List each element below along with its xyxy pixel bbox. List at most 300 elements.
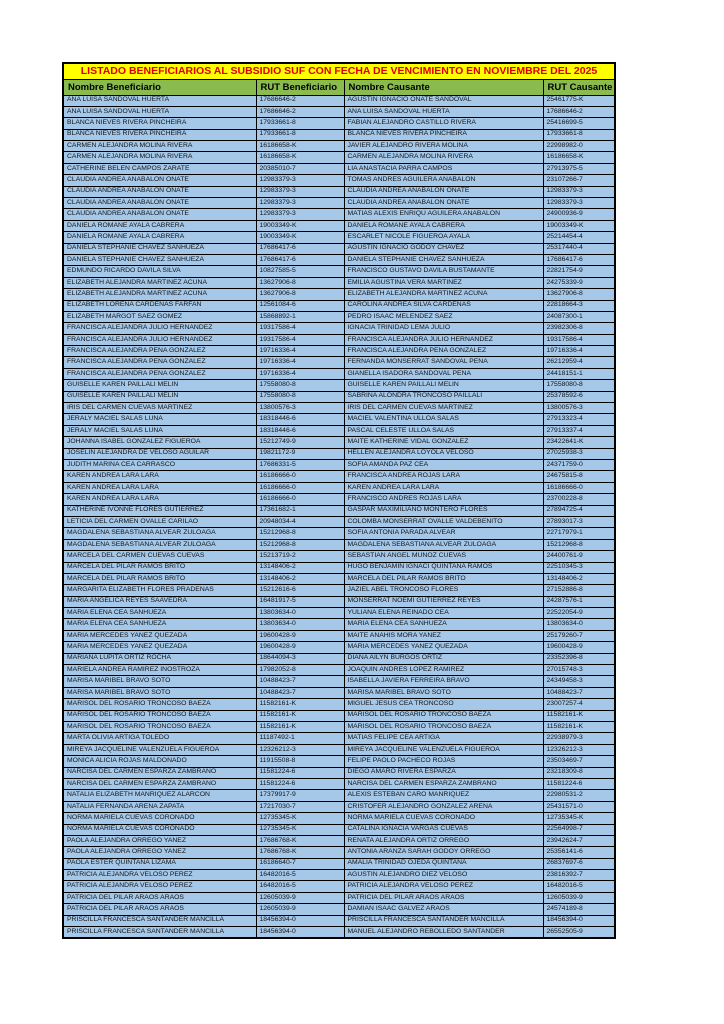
causante-name-cell: GIANELLA ISADORA SANDOVAL PENA bbox=[344, 368, 543, 379]
causante-name-cell: JAZIEL ABEL TRONCOSO FLORES bbox=[344, 585, 543, 596]
beneficiary-name-cell: MARCELA DEL PILAR RAMOS BRITO bbox=[63, 562, 256, 573]
causante-name-cell: DAMIAN ISAAC GALVEZ ARAOS bbox=[344, 904, 543, 915]
table-row bbox=[63, 289, 615, 300]
causante-rut-cell: 12326212-3 bbox=[543, 744, 615, 755]
table-row bbox=[63, 266, 615, 277]
beneficiary-name-cell: FRANCISCA ALEJANDRA PENA GONZALEZ bbox=[63, 357, 256, 368]
beneficiary-rut-cell: 19600428-9 bbox=[256, 642, 344, 653]
causante-rut-cell: 27913975-5 bbox=[543, 163, 615, 174]
table-row bbox=[63, 699, 615, 710]
beneficiary-rut-cell: 20385010-7 bbox=[256, 163, 344, 174]
beneficiary-rut-cell: 16481917-5 bbox=[256, 596, 344, 607]
beneficiary-name-cell: JOHANNA ISABEL GONZALEZ FIGUEROA bbox=[63, 437, 256, 448]
beneficiary-rut-cell: 19003349-K bbox=[256, 220, 344, 231]
causante-name-cell: AGUSTIN ALEJANDRO DIEZ VELOSO bbox=[344, 870, 543, 881]
table-row bbox=[63, 653, 615, 664]
table-row bbox=[63, 892, 615, 903]
table-row bbox=[63, 277, 615, 288]
table-row bbox=[63, 687, 615, 698]
beneficiary-name-cell: JUDITH MARINA CEA CARRASCO bbox=[63, 460, 256, 471]
causante-rut-cell: 11582161-K bbox=[543, 721, 615, 732]
causante-rut-cell: 22717979-1 bbox=[543, 528, 615, 539]
beneficiary-rut-cell: 13800576-3 bbox=[256, 403, 344, 414]
beneficiary-rut-cell: 20948034-4 bbox=[256, 516, 344, 527]
beneficiary-name-cell: MARIA ELENA CEA SANHUEZA bbox=[63, 619, 256, 630]
table-row bbox=[63, 346, 615, 357]
beneficiary-rut-cell: 18456394-0 bbox=[256, 915, 344, 926]
causante-name-cell: GUISELLE KAREN PAILLALI MELIN bbox=[344, 380, 543, 391]
beneficiary-name-cell: MARIA MERCEDES YANEZ QUEZADA bbox=[63, 630, 256, 641]
beneficiary-name-cell: MARIELA ANDREA RAMIREZ INOSTROZA bbox=[63, 665, 256, 676]
causante-name-cell: PATRICIA ALEJANDRA VELOSO PEREZ bbox=[344, 881, 543, 892]
beneficiary-name-cell: ELIZABETH ALEJANDRA MARTINEZ ACUNA bbox=[63, 289, 256, 300]
causante-name-cell: MIGUEL JESUS CEA TRONCOSO bbox=[344, 699, 543, 710]
causante-rut-cell: 25378592-6 bbox=[543, 391, 615, 402]
causante-rut-cell: 22510345-3 bbox=[543, 562, 615, 573]
beneficiary-name-cell: BLANCA NIEVES RIVERA PINCHEIRA bbox=[63, 118, 256, 129]
table-row bbox=[63, 710, 615, 721]
beneficiary-rut-cell: 16186658-K bbox=[256, 141, 344, 152]
beneficiary-rut-cell: 18318446-6 bbox=[256, 425, 344, 436]
causante-name-cell: FRANCISCA ALEJANDRA PENA GONZALEZ bbox=[344, 346, 543, 357]
beneficiary-rut-cell: 16186640-7 bbox=[256, 858, 344, 869]
beneficiary-rut-cell: 19317586-4 bbox=[256, 334, 344, 345]
beneficiary-rut-cell: 17217030-7 bbox=[256, 801, 344, 812]
beneficiary-name-cell: ANA LUISA SANDOVAL HUERTA bbox=[63, 95, 256, 106]
beneficiary-rut-cell: 16482016-5 bbox=[256, 870, 344, 881]
table-row bbox=[63, 460, 615, 471]
causante-rut-cell: 24087300-1 bbox=[543, 311, 615, 322]
table-row bbox=[63, 915, 615, 926]
beneficiary-name-cell: MARISOL DEL ROSARIO TRONCOSO BAEZA bbox=[63, 699, 256, 710]
causante-rut-cell: 12735345-K bbox=[543, 813, 615, 824]
causante-rut-cell: 23218309-8 bbox=[543, 767, 615, 778]
causante-rut-cell: 17558080-8 bbox=[543, 380, 615, 391]
causante-name-cell: CATALINA IGNACIA VARGAS CUEVAS bbox=[344, 824, 543, 835]
beneficiary-rut-cell: 11581224-6 bbox=[256, 767, 344, 778]
beneficiary-name-cell: MIREYA JACQUELINE VALENZUELA FIGUEROA bbox=[63, 744, 256, 755]
table-row bbox=[63, 300, 615, 311]
beneficiary-rut-cell: 16186666-0 bbox=[256, 494, 344, 505]
beneficiary-rut-cell: 18456394-0 bbox=[256, 927, 344, 938]
column-header-nombre-causante: Nombre Causante bbox=[344, 79, 543, 95]
beneficiary-rut-cell: 15212749-9 bbox=[256, 437, 344, 448]
causante-rut-cell: 10488423-7 bbox=[543, 687, 615, 698]
causante-name-cell: MONSERRAT NOEMI GUTIERREZ REYES bbox=[344, 596, 543, 607]
beneficiary-name-cell: JERALY MACIEL SALAS LUNA bbox=[63, 425, 256, 436]
beneficiary-rut-cell: 13627906-8 bbox=[256, 277, 344, 288]
table-row bbox=[63, 733, 615, 744]
table-row bbox=[63, 437, 615, 448]
beneficiary-rut-cell: 11915508-8 bbox=[256, 756, 344, 767]
beneficiary-name-cell: CLAUDIA ANDREA ANABALON ONATE bbox=[63, 175, 256, 186]
table-row bbox=[63, 334, 615, 345]
beneficiary-rut-cell: 13627906-8 bbox=[256, 289, 344, 300]
beneficiary-name-cell: DANIELA ROMANE AYALA CABRERA bbox=[63, 220, 256, 231]
causante-name-cell: RENATA ALEJANDRA ORTIZ ORREGO bbox=[344, 835, 543, 846]
beneficiary-name-cell: NATALIA FERNANDA ARENA ZAPATA bbox=[63, 801, 256, 812]
beneficiary-rut-cell: 17558080-8 bbox=[256, 380, 344, 391]
causante-rut-cell: 27025938-3 bbox=[543, 448, 615, 459]
causante-name-cell: IRIS DEL CARMEN CUEVAS MARTINEZ bbox=[344, 403, 543, 414]
beneficiary-rut-cell: 16186658-K bbox=[256, 152, 344, 163]
causante-name-cell: MARCELA DEL PILAR RAMOS BRITO bbox=[344, 573, 543, 584]
beneficiary-rut-cell: 15212616-6 bbox=[256, 585, 344, 596]
table-row bbox=[63, 608, 615, 619]
causante-rut-cell: 13627906-8 bbox=[543, 289, 615, 300]
beneficiary-rut-cell: 19821172-9 bbox=[256, 448, 344, 459]
causante-name-cell: PRISCILLA FRANCESCA SANTANDER MANCILLA bbox=[344, 915, 543, 926]
table-row bbox=[63, 539, 615, 550]
table-row bbox=[63, 528, 615, 539]
causante-rut-cell: 27015748-3 bbox=[543, 665, 615, 676]
beneficiary-name-cell: MARISOL DEL ROSARIO TRONCOSO BAEZA bbox=[63, 721, 256, 732]
beneficiary-name-cell: FRANCISCA ALEJANDRA PENA GONZALEZ bbox=[63, 368, 256, 379]
table-row bbox=[63, 676, 615, 687]
table-row bbox=[63, 505, 615, 516]
causante-name-cell: AGUSTIN IGNACIO ONATE SANDOVAL bbox=[344, 95, 543, 106]
beneficiary-rut-cell: 12983379-3 bbox=[256, 209, 344, 220]
beneficiary-rut-cell: 10827585-5 bbox=[256, 266, 344, 277]
causante-name-cell: COLOMBA MONSERRAT OVALLE VALDEBENITO bbox=[344, 516, 543, 527]
causante-name-cell: BLANCA NIEVES RIVERA PINCHEIRA bbox=[344, 129, 543, 140]
beneficiary-name-cell: JOSELIN ALEJANDRA DE VELOSO AGUILAR bbox=[63, 448, 256, 459]
table-row bbox=[63, 106, 615, 117]
table-row bbox=[63, 118, 615, 129]
beneficiary-name-cell: MAGDALENA SEBASTIANA ALVEAR ZULOAGA bbox=[63, 528, 256, 539]
causante-name-cell: TOMAS ANDRES AGUILERA ANABALON bbox=[344, 175, 543, 186]
table-row bbox=[63, 904, 615, 915]
causante-name-cell: YULIANA ELENA REINADO CEA bbox=[344, 608, 543, 619]
beneficiary-rut-cell: 15212968-8 bbox=[256, 539, 344, 550]
causante-rut-cell: 16186666-0 bbox=[543, 482, 615, 493]
table-row bbox=[63, 767, 615, 778]
causante-name-cell: DANIELA STEPHANIE CHAVEZ SANHUEZA bbox=[344, 254, 543, 265]
table-row bbox=[63, 573, 615, 584]
table-row bbox=[63, 813, 615, 824]
table-row bbox=[63, 425, 615, 436]
table-row bbox=[63, 801, 615, 812]
causante-rut-cell: 25317440-4 bbox=[543, 243, 615, 254]
table-row bbox=[63, 516, 615, 527]
table-row bbox=[63, 220, 615, 231]
table-row bbox=[63, 403, 615, 414]
beneficiary-name-cell: NORMA MARIELA CUEVAS CORONADO bbox=[63, 824, 256, 835]
causante-name-cell: PATRICIA DEL PILAR ARAOS ARAOS bbox=[344, 892, 543, 903]
causante-rut-cell: 27152886-8 bbox=[543, 585, 615, 596]
table-row bbox=[63, 551, 615, 562]
beneficiary-name-cell: PAOLA ALEJANDRA ORREGO YANEZ bbox=[63, 835, 256, 846]
causante-rut-cell: 23352396-8 bbox=[543, 653, 615, 664]
beneficiary-name-cell: CLAUDIA ANDREA ANABALON ONATE bbox=[63, 186, 256, 197]
beneficiary-name-cell: PATRICIA DEL PILAR ARAOS ARAOS bbox=[63, 892, 256, 903]
causante-name-cell: FRANCISCO GUSTAVO DAVILA BUSTAMANTE bbox=[344, 266, 543, 277]
causante-rut-cell: 26837697-6 bbox=[543, 858, 615, 869]
causante-name-cell: SABRINA ALONDRA TRONCOSO PAILLALI bbox=[344, 391, 543, 402]
causante-rut-cell: 25416699-5 bbox=[543, 118, 615, 129]
beneficiary-rut-cell: 13148406-2 bbox=[256, 562, 344, 573]
beneficiary-name-cell: BLANCA NIEVES RIVERA PINCHEIRA bbox=[63, 129, 256, 140]
table-row bbox=[63, 642, 615, 653]
beneficiary-rut-cell: 19716336-4 bbox=[256, 346, 344, 357]
causante-name-cell: MARISA MARIBEL BRAVO SOTO bbox=[344, 687, 543, 698]
causante-rut-cell: 25356141-6 bbox=[543, 847, 615, 858]
table-row bbox=[63, 391, 615, 402]
beneficiary-rut-cell: 17686646-2 bbox=[256, 95, 344, 106]
beneficiary-rut-cell: 19317586-4 bbox=[256, 323, 344, 334]
causante-name-cell: FABIAN ALEJANDRO CASTILLO RIVERA bbox=[344, 118, 543, 129]
causante-name-cell: DIANA AILYN BURGOS ORTIZ bbox=[344, 653, 543, 664]
beneficiary-name-cell: ANA LUISA SANDOVAL HUERTA bbox=[63, 106, 256, 117]
causante-name-cell: HELLEN ALEJANDRA LOYOLA VELOSO bbox=[344, 448, 543, 459]
causante-name-cell: MARISOL DEL ROSARIO TRONCOSO BAEZA bbox=[344, 721, 543, 732]
beneficiary-name-cell: NATALIA ELIZABETH MANRIQUEZ ALARCON bbox=[63, 790, 256, 801]
beneficiary-name-cell: MARTA OLIVIA ARTIGA TOLEDO bbox=[63, 733, 256, 744]
beneficiary-rut-cell: 17982052-8 bbox=[256, 665, 344, 676]
table-row bbox=[63, 471, 615, 482]
causante-name-cell: ESCARLET NICOLE FIGUEROA AYALA bbox=[344, 232, 543, 243]
table-title: LISTADO BENEFICIARIOS AL SUBSIDIO SUF CON FECHA DE VENCIMIENTO EN NOVIEMBRE DEL 2025 bbox=[63, 63, 615, 79]
causante-name-cell: IGNACIA TRINIDAD LEMA JULIO bbox=[344, 323, 543, 334]
causante-name-cell: CAROLINA ANDREA SILVA CARDENAS bbox=[344, 300, 543, 311]
causante-rut-cell: 23982306-8 bbox=[543, 323, 615, 334]
beneficiary-rut-cell: 13148406-2 bbox=[256, 573, 344, 584]
beneficiary-rut-cell: 17686646-2 bbox=[256, 106, 344, 117]
causante-rut-cell: 11581224-6 bbox=[543, 778, 615, 789]
column-header-rut-beneficiario: RUT Beneficiario bbox=[256, 79, 344, 95]
beneficiary-name-cell: PRISCILLA FRANCESCA SANTANDER MANCILLA bbox=[63, 927, 256, 938]
beneficiary-name-cell: MARISOL DEL ROSARIO TRONCOSO BAEZA bbox=[63, 710, 256, 721]
beneficiary-rut-cell: 16186666-0 bbox=[256, 482, 344, 493]
table-row bbox=[63, 243, 615, 254]
causante-rut-cell: 24287576-1 bbox=[543, 596, 615, 607]
beneficiary-rut-cell: 11582161-K bbox=[256, 710, 344, 721]
table-body bbox=[63, 95, 615, 938]
table-row bbox=[63, 482, 615, 493]
causante-name-cell: MAITE ANAHIS MORA YANEZ bbox=[344, 630, 543, 641]
table-row bbox=[63, 163, 615, 174]
beneficiary-rut-cell: 12561084-6 bbox=[256, 300, 344, 311]
beneficiary-rut-cell: 17933661-8 bbox=[256, 118, 344, 129]
beneficiary-name-cell: MARGARITA ELIZABETH FLORES PRADENAS bbox=[63, 585, 256, 596]
causante-name-cell: GASPAR MAXIMILIANO MONTERO FLORES bbox=[344, 505, 543, 516]
causante-name-cell: LIA ANASTACIA PARRA CAMPOS bbox=[344, 163, 543, 174]
beneficiary-rut-cell: 11582161-K bbox=[256, 699, 344, 710]
beneficiary-rut-cell: 16482016-5 bbox=[256, 881, 344, 892]
beneficiary-name-cell: CARMEN ALEJANDRA MOLINA RIVERA bbox=[63, 141, 256, 152]
beneficiary-name-cell: PAOLA ESTER QUINTANA LIZAMA bbox=[63, 858, 256, 869]
beneficiary-name-cell: PATRICIA ALEJANDRA VELOSO PEREZ bbox=[63, 881, 256, 892]
causante-name-cell: HUGO BENJAMIN IGNACI QUINTANA RAMOS bbox=[344, 562, 543, 573]
causante-name-cell: MAITE KATHERINE VIDAL GONZALEZ bbox=[344, 437, 543, 448]
beneficiary-name-cell: FRANCISCA ALEJANDRA JULIO HERNANDEZ bbox=[63, 323, 256, 334]
causante-rut-cell: 27913323-4 bbox=[543, 414, 615, 425]
beneficiary-name-cell: CATHERINE BELEN CAMPOS ZARATE bbox=[63, 163, 256, 174]
table-row bbox=[63, 619, 615, 630]
causante-rut-cell: 13148406-2 bbox=[543, 573, 615, 584]
causante-name-cell: ANTONIA ARANZA SARAH GODOY ORREGO bbox=[344, 847, 543, 858]
causante-rut-cell: 24371759-0 bbox=[543, 460, 615, 471]
beneficiary-name-cell: GUISELLE KAREN PAILLALI MELIN bbox=[63, 391, 256, 402]
beneficiary-name-cell: LETICIA DEL CARMEN OVALLE CARILAO bbox=[63, 516, 256, 527]
beneficiary-name-cell: GUISELLE KAREN PAILLALI MELIN bbox=[63, 380, 256, 391]
beneficiary-name-cell: CLAUDIA ANDREA ANABALON ONATE bbox=[63, 198, 256, 209]
beneficiary-rut-cell: 12735345-K bbox=[256, 824, 344, 835]
beneficiary-name-cell: KAREN ANDREA LARA LARA bbox=[63, 494, 256, 505]
beneficiary-rut-cell: 15868892-1 bbox=[256, 311, 344, 322]
table-row bbox=[63, 186, 615, 197]
causante-name-cell: FERNANDA MONSERRAT SANDOVAL PENA bbox=[344, 357, 543, 368]
beneficiary-rut-cell: 17686417-6 bbox=[256, 243, 344, 254]
header-row bbox=[63, 79, 615, 95]
causante-rut-cell: 17686417-6 bbox=[543, 254, 615, 265]
causante-rut-cell: 13800576-3 bbox=[543, 403, 615, 414]
table-row bbox=[63, 721, 615, 732]
beneficiary-name-cell: CLAUDIA ANDREA ANABALON ONATE bbox=[63, 209, 256, 220]
table-row bbox=[63, 847, 615, 858]
table-row bbox=[63, 323, 615, 334]
table-row bbox=[63, 881, 615, 892]
beneficiary-rut-cell: 17686768-K bbox=[256, 847, 344, 858]
causante-rut-cell: 24675815-8 bbox=[543, 471, 615, 482]
beneficiary-rut-cell: 12326212-3 bbox=[256, 744, 344, 755]
table-row bbox=[63, 152, 615, 163]
beneficiary-name-cell: PRISCILLA FRANCESCA SANTANDER MANCILLA bbox=[63, 915, 256, 926]
causante-name-cell: NORMA MARIELA CUEVAS CORONADO bbox=[344, 813, 543, 824]
beneficiary-rut-cell: 19716336-4 bbox=[256, 368, 344, 379]
causante-rut-cell: 25461775-K bbox=[543, 95, 615, 106]
beneficiary-rut-cell: 17379917-9 bbox=[256, 790, 344, 801]
table-row bbox=[63, 744, 615, 755]
beneficiary-name-cell: MARCELA DEL PILAR RAMOS BRITO bbox=[63, 573, 256, 584]
table-row bbox=[63, 311, 615, 322]
causante-rut-cell: 12983379-3 bbox=[543, 186, 615, 197]
table-row bbox=[63, 756, 615, 767]
beneficiary-name-cell: FRANCISCA ALEJANDRA PENA GONZALEZ bbox=[63, 346, 256, 357]
beneficiary-rut-cell: 11582161-K bbox=[256, 721, 344, 732]
beneficiary-rut-cell: 12983379-3 bbox=[256, 198, 344, 209]
table-row bbox=[63, 665, 615, 676]
table-row bbox=[63, 254, 615, 265]
causante-name-cell: ANA LUISA SANDOVAL HUERTA bbox=[344, 106, 543, 117]
causante-name-cell: MAGDALENA SEBASTIANA ALVEAR ZULOAGA bbox=[344, 539, 543, 550]
causante-name-cell: JAVIER ALEJANDRO RIVERA MOLINA bbox=[344, 141, 543, 152]
beneficiary-name-cell: KAREN ANDREA LARA LARA bbox=[63, 471, 256, 482]
column-header-nombre-beneficiario: Nombre Beneficiario bbox=[63, 79, 256, 95]
beneficiary-name-cell: NORMA MARIELA CUEVAS CORONADO bbox=[63, 813, 256, 824]
causante-rut-cell: 16482016-5 bbox=[543, 881, 615, 892]
causante-name-cell: MARIA ELENA CEA SANHUEZA bbox=[344, 619, 543, 630]
causante-rut-cell: 24275339-9 bbox=[543, 277, 615, 288]
causante-rut-cell: 26552505-9 bbox=[543, 927, 615, 938]
causante-rut-cell: 23422641-K bbox=[543, 437, 615, 448]
beneficiary-rut-cell: 18644094-3 bbox=[256, 653, 344, 664]
causante-rut-cell: 22998982-0 bbox=[543, 141, 615, 152]
causante-name-cell: SEBASTIAN ANGEL MUNOZ CUEVAS bbox=[344, 551, 543, 562]
causante-name-cell: EMILIA AGUSTINA VERA MARTINEZ bbox=[344, 277, 543, 288]
table-row bbox=[63, 835, 615, 846]
beneficiary-rut-cell: 12735345-K bbox=[256, 813, 344, 824]
causante-rut-cell: 25214454-4 bbox=[543, 232, 615, 243]
beneficiary-rut-cell: 13803634-0 bbox=[256, 608, 344, 619]
causante-rut-cell: 22821754-9 bbox=[543, 266, 615, 277]
beneficiary-name-cell: MARIA ELENA CEA SANHUEZA bbox=[63, 608, 256, 619]
causante-rut-cell: 15212968-8 bbox=[543, 539, 615, 550]
table-row bbox=[63, 870, 615, 881]
table-row bbox=[63, 778, 615, 789]
causante-rut-cell: 11582161-K bbox=[543, 710, 615, 721]
causante-rut-cell: 12605039-9 bbox=[543, 892, 615, 903]
beneficiary-rut-cell: 17933661-8 bbox=[256, 129, 344, 140]
table-row bbox=[63, 175, 615, 186]
beneficiary-rut-cell: 17686331-5 bbox=[256, 460, 344, 471]
beneficiary-rut-cell: 10488423-7 bbox=[256, 676, 344, 687]
beneficiary-rut-cell: 19003349-K bbox=[256, 232, 344, 243]
table-row bbox=[63, 380, 615, 391]
causante-name-cell: MARISOL DEL ROSARIO TRONCOSO BAEZA bbox=[344, 710, 543, 721]
causante-rut-cell: 23503469-7 bbox=[543, 756, 615, 767]
causante-rut-cell: 23007257-4 bbox=[543, 699, 615, 710]
causante-name-cell: FRANCISCA ANDREA ROJAS LARA bbox=[344, 471, 543, 482]
beneficiary-name-cell: CARMEN ALEJANDRA MOLINA RIVERA bbox=[63, 152, 256, 163]
beneficiaries-table bbox=[62, 62, 616, 939]
beneficiary-rut-cell: 19600428-9 bbox=[256, 630, 344, 641]
beneficiary-name-cell: ELIZABETH MARGOT SAEZ GOMEZ bbox=[63, 311, 256, 322]
causante-name-cell: JOAQUIN ANDRES LOPEZ RAMIREZ bbox=[344, 665, 543, 676]
table-row bbox=[63, 790, 615, 801]
causante-name-cell: DIEGO AMARO RIVERA ESPARZA bbox=[344, 767, 543, 778]
causante-rut-cell: 22564998-7 bbox=[543, 824, 615, 835]
beneficiary-rut-cell: 15212968-8 bbox=[256, 528, 344, 539]
beneficiary-rut-cell: 11581224-6 bbox=[256, 778, 344, 789]
beneficiary-name-cell: DANIELA STEPHANIE CHAVEZ SANHUEZA bbox=[63, 243, 256, 254]
causante-rut-cell: 22522054-9 bbox=[543, 608, 615, 619]
causante-name-cell: FELIPE PAOLO PACHECO ROJAS bbox=[344, 756, 543, 767]
causante-name-cell: FRANCISCA ALEJANDRA JULIO HERNANDEZ bbox=[344, 334, 543, 345]
beneficiary-name-cell: MAGDALENA SEBASTIANA ALVEAR ZULOAGA bbox=[63, 539, 256, 550]
causante-rut-cell: 18456394-0 bbox=[543, 915, 615, 926]
beneficiary-name-cell: MARIA MERCEDES YANEZ QUEZADA bbox=[63, 642, 256, 653]
causante-name-cell: CARMEN ALEJANDRA MOLINA RIVERA bbox=[344, 152, 543, 163]
beneficiary-name-cell: EDMUNDO RICARDO DAVILA SILVA bbox=[63, 266, 256, 277]
causante-name-cell: KAREN ANDREA LARA LARA bbox=[344, 482, 543, 493]
causante-rut-cell: 24400761-9 bbox=[543, 551, 615, 562]
beneficiary-rut-cell: 17686417-6 bbox=[256, 254, 344, 265]
causante-rut-cell: 23700228-8 bbox=[543, 494, 615, 505]
table-row bbox=[63, 448, 615, 459]
beneficiary-name-cell: KATHERINE IVONNE FLORES GUTIERREZ bbox=[63, 505, 256, 516]
causante-rut-cell: 27893017-3 bbox=[543, 516, 615, 527]
causante-name-cell: MIREYA JACQUELINE VALENZUELA FIGUEROA bbox=[344, 744, 543, 755]
beneficiary-name-cell: MARISA MARIBEL BRAVO SOTO bbox=[63, 676, 256, 687]
table-row bbox=[63, 141, 615, 152]
beneficiary-name-cell: MARISA MARIBEL BRAVO SOTO bbox=[63, 687, 256, 698]
causante-rut-cell: 13803634-0 bbox=[543, 619, 615, 630]
causante-rut-cell: 22938979-3 bbox=[543, 733, 615, 744]
causante-name-cell: MANUEL ALEJANDRO REBOLLEDO SANTANDER bbox=[344, 927, 543, 938]
table-row bbox=[63, 596, 615, 607]
causante-name-cell: SOFIA AMANDA PAZ CEA bbox=[344, 460, 543, 471]
beneficiaries-sheet bbox=[62, 62, 614, 939]
table-row bbox=[63, 232, 615, 243]
beneficiary-name-cell: JERALY MACIEL SALAS LUNA bbox=[63, 414, 256, 425]
causante-rut-cell: 19600428-9 bbox=[543, 642, 615, 653]
causante-name-cell: FRANCISCO ANDRES ROJAS LARA bbox=[344, 494, 543, 505]
beneficiary-name-cell: ELIZABETH ALEJANDRA MARTINEZ ACUNA bbox=[63, 277, 256, 288]
causante-rut-cell: 26212959-4 bbox=[543, 357, 615, 368]
causante-rut-cell: 25431571-0 bbox=[543, 801, 615, 812]
table-row bbox=[63, 630, 615, 641]
